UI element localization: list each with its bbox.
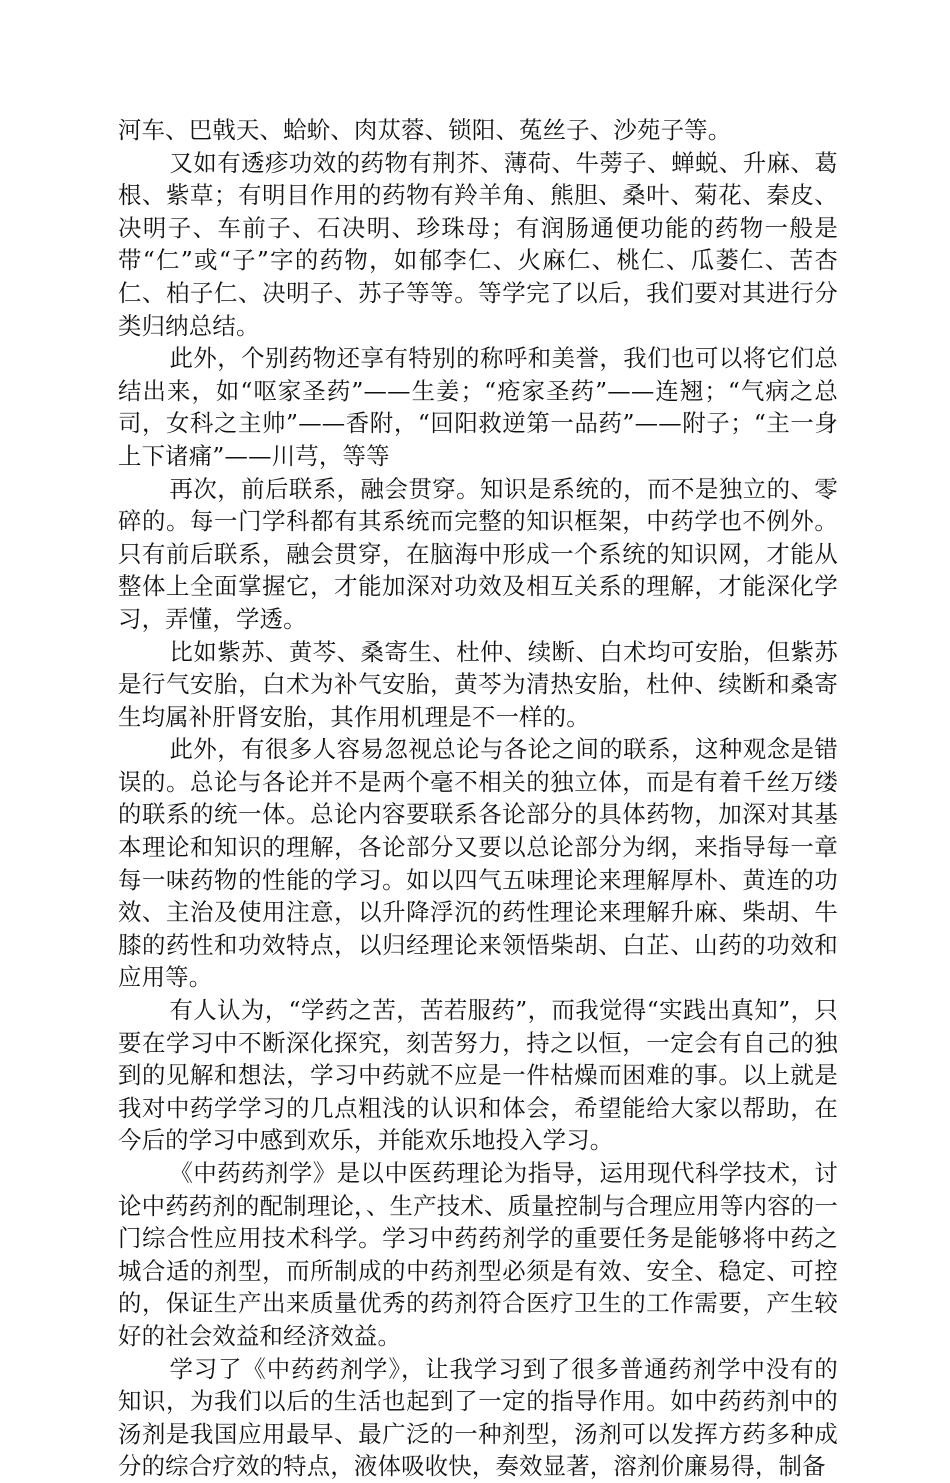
paragraph: 再次，前后联系，融会贯穿。知识是系统的，而不是独立的、零碎的。每一门学科都有其系统而完整的知识框架，中药学也不例外。只有前后联系，融会贯穿，在脑海中形成一个系统的知识网，才能从整体上全面掌握它，才能加深对功效及相互关系的理解，才能深化学习，弄懂，学透。 xyxy=(118,474,838,633)
paragraph: 比如紫苏、黄芩、桑寄生、杜仲、续断、白术均可安胎，但紫苏是行气安胎，白术为补气安胎，黄芩为清热安胎，杜仲、续断和桑寄生均属补肝肾安胎，其作用机理是不一样的。 xyxy=(118,637,838,731)
paragraph: 《中药药剂学》是以中医药理论为指导，运用现代科学技术，讨论中药药剂的配制理论，、生产技术、质量控制与合理应用等内容的一门综合性应用技术科学。学习中药药剂学的重要任务是能够将中药之城合适的剂型，而所制成的中药剂型必须是有效、安全、稳定、可控的，保证生产出来质量优秀的药剂符合医疗卫生的工作需要，产生较好的社会效益和经济效益。 xyxy=(118,1159,838,1350)
paragraph: 又如有透疹功效的药物有荆芥、薄荷、牛蒡子、蝉蜕、升麻、葛根、紫草；有明目作用的药物有羚羊角、熊胆、桑叶、菊花、秦皮、决明子、车前子、石决明、珍珠母；有润肠通便功能的药物一般是带“仁”或“子”字的药物，如郁李仁、火麻仁、桃仁、瓜蒌仁、苦杏仁、柏子仁、决明子、苏子等等。等学完了以后，我们要对其进行分类归纳总结。 xyxy=(118,148,838,340)
paragraph: 此外，个别药物还享有特别的称呼和美誉，我们也可以将它们总结出来，如“呕家圣药”——生姜；“疮家圣药”——连翘；“气病之总司，女科之主帅”——香附，“回阳救逆第一品药”——附子；“主一身上下诸痛”——川芎，等等 xyxy=(118,344,838,470)
paragraph: 此外，有很多人容易忽视总论与各论之间的联系，这种观念是错误的。总论与各论并不是两个毫不相关的独立体，而是有着千丝万缕的联系的统一体。总论内容要联系各论部分的具体药物，加深对其基本理论和知识的理解，各论部分又要以总论部分为纲，来指导每一章每一味药物的性能的学习。如以四气五味理论来理解厚朴、黄连的功效、主治及使用注意，以升降浮沉的药性理论来理解升麻、柴胡、牛膝的药性和功效特点，以归经理论来领悟柴胡、白芷、山药的功效和应用等。 xyxy=(118,735,838,992)
paragraph: 有人认为，“学药之苦，苦若服药”，而我觉得“实践出真知”，只要在学习中不断深化探究，刻苦努力，持之以恒，一定会有自己的独到的见解和想法，学习中药就不应是一件枯燥而困难的事。以上就是我对中药学学习的几点粗浅的认识和体会，希望能给大家以帮助，在今后的学习中感到欢乐，并能欢乐地投入学习。 xyxy=(118,996,838,1155)
document-body xyxy=(118,114,838,1483)
paragraph: 河车、巴戟天、蛤蚧、肉苁蓉、锁阳、菟丝子、沙苑子等。 xyxy=(118,116,732,144)
paragraph: 学习了《中药药剂学》，让我学习到了很多普通药剂学中没有的知识，为我们以后的生活也起到了一定的指导作用。如中药药剂中的汤剂是我国应用最早、最广泛的一种剂型，汤剂可以发挥方药多种成分的综合疗效的特点，液体吸收快，奏效显著，溶剂价廉易得，制备 xyxy=(118,1354,838,1481)
